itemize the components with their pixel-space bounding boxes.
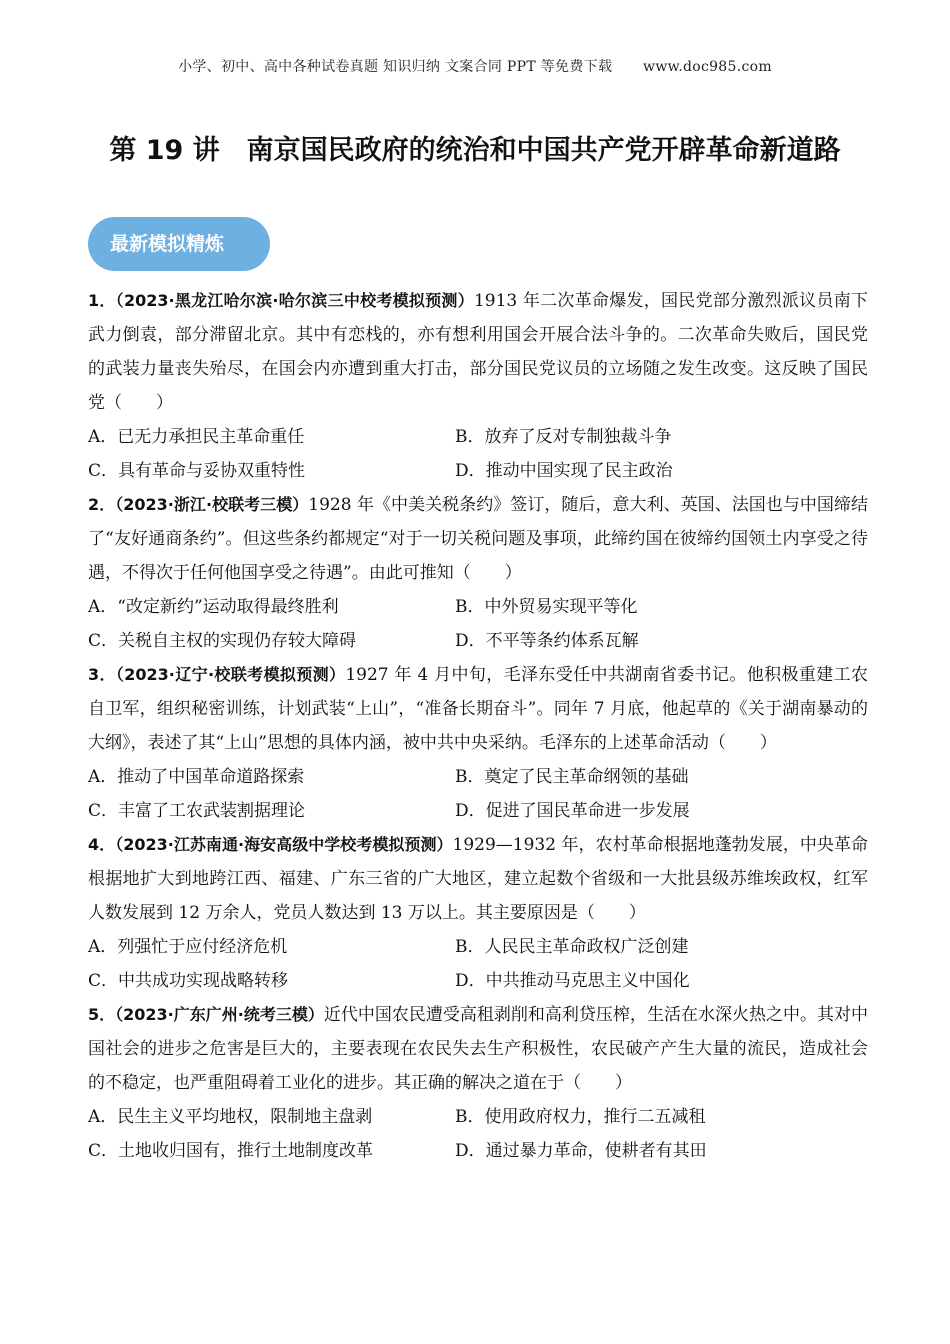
question-source: （2023·黑龙江哈尔滨·哈尔滨三中校考模拟预测） bbox=[115, 291, 474, 310]
option-a[interactable]: A．民生主义平均地权，限制地主盘剥 bbox=[88, 1107, 373, 1127]
page-title: 第 19 讲 南京国民政府的统治和中国共产党开辟革命新道路 bbox=[109, 135, 841, 166]
question-stem bbox=[88, 488, 868, 590]
question-5 bbox=[88, 998, 868, 1168]
question-list bbox=[88, 284, 868, 1168]
question-number: 3． bbox=[88, 665, 116, 684]
question-3 bbox=[88, 658, 868, 828]
option-c[interactable]: C．中共成功实现战略转移 bbox=[88, 971, 289, 991]
option-b[interactable]: B．使用政府权力，推行二五减租 bbox=[455, 1107, 706, 1127]
header-url[interactable]: www.doc985.com bbox=[643, 59, 772, 75]
option-c[interactable]: C．土地收归国有，推行土地制度改革 bbox=[88, 1141, 374, 1161]
question-source: （2023·辽宁·校联考模拟预测） bbox=[115, 665, 346, 684]
option-d[interactable]: D．通过暴力革命，使耕者有其田 bbox=[455, 1141, 707, 1161]
section-label: 最新模拟精炼 bbox=[88, 217, 270, 271]
option-a[interactable]: A．已无力承担民主革命重任 bbox=[88, 427, 305, 447]
option-grid bbox=[88, 760, 868, 828]
option-grid bbox=[88, 590, 868, 658]
question-number: 2． bbox=[88, 495, 116, 514]
option-a[interactable]: A．推动了中国革命道路探索 bbox=[88, 767, 305, 787]
option-grid bbox=[88, 420, 868, 488]
page-header bbox=[0, 56, 950, 76]
option-a[interactable]: A．列强忙于应付经济危机 bbox=[88, 937, 288, 957]
question-4 bbox=[88, 828, 868, 998]
option-d[interactable]: D．不平等条约体系瓦解 bbox=[455, 631, 639, 651]
question-source: （2023·广东广州·统考三模） bbox=[115, 1005, 324, 1024]
question-number: 5． bbox=[88, 1005, 116, 1024]
question-number: 1． bbox=[88, 291, 116, 310]
option-b[interactable]: B．中外贸易实现平等化 bbox=[455, 597, 638, 617]
question-number: 4． bbox=[88, 835, 116, 854]
question-2 bbox=[88, 488, 868, 658]
question-stem bbox=[88, 828, 868, 930]
question-text: 1929—1932 年，农村革命根据地蓬勃发展，中央革命根据地扩大到地跨江西、福建、广东三省的广大地区，建立起数个省级和一大批县级苏维埃政权，红军人数发展到 12 万余人，党员人数达到 13 万以上。其主要原因是（ ） bbox=[88, 835, 868, 923]
option-b[interactable]: B．奠定了民主革命纲领的基础 bbox=[455, 767, 689, 787]
question-source: （2023·江苏南通·海安高级中学校考模拟预测） bbox=[115, 835, 453, 854]
option-b[interactable]: B．放弃了反对专制独裁斗争 bbox=[455, 427, 672, 447]
option-d[interactable]: D．推动中国实现了民主政治 bbox=[455, 461, 673, 481]
question-text: 1928 年《中美关税条约》签订，随后，意大利、英国、法国也与中国缔结了“友好通商条约”。但这些条约都规定“对于一切关税问题及事项，此缔约国在彼缔约国领土内享受之待遇，不得次于任何他国享受之待遇”。由此可推知（ ） bbox=[88, 495, 868, 583]
option-c[interactable]: C．关税自主权的实现仍存较大障碍 bbox=[88, 631, 357, 651]
option-a[interactable]: A．“改定新约”运动取得最终胜利 bbox=[88, 597, 339, 617]
question-stem bbox=[88, 658, 868, 760]
question-1 bbox=[88, 284, 868, 488]
question-stem bbox=[88, 284, 868, 420]
option-d[interactable]: D．促进了国民革命进一步发展 bbox=[455, 801, 690, 821]
question-text: 1913 年二次革命爆发，国民党部分激烈派议员南下武力倒袁，部分滞留北京。其中有恋栈的，亦有想利用国会开展合法斗争的。二次革命失败后，国民党的武装力量丧失殆尽，在国会内亦遭到重大打击，部分国民党议员的立场随之发生改变。这反映了国民党（ ） bbox=[88, 291, 868, 413]
question-source: （2023·浙江·校联考三模） bbox=[115, 495, 309, 514]
option-c[interactable]: C．具有革命与妥协双重特性 bbox=[88, 461, 306, 481]
option-grid bbox=[88, 1100, 868, 1168]
header-site-text: 小学、初中、高中各种试卷真题 知识归纳 文案合同 PPT 等免费下载 bbox=[178, 59, 613, 75]
option-b[interactable]: B．人民民主革命政权广泛创建 bbox=[455, 937, 689, 957]
question-text: 近代中国农民遭受高租剥削和高利贷压榨，生活在水深火热之中。其对中国社会的进步之危害是巨大的，主要表现在农民失去生产积极性，农民破产产生大量的流民，造成社会的不稳定，也严重阻碍着工业化的进步。其正确的解决之道在于（ ） bbox=[88, 1005, 868, 1093]
option-d[interactable]: D．中共推动马克思主义中国化 bbox=[455, 971, 690, 991]
option-c[interactable]: C．丰富了工农武装割据理论 bbox=[88, 801, 306, 821]
question-text: 1927 年 4 月中旬，毛泽东受任中共湖南省委书记。他积极重建工农自卫军，组织秘密训练，计划武装“上山”，“准备长期奋斗”。同年 7 月底，他起草的《关于湖南暴动的大纲》，表述了其“上山”思想的具体内涵，被中共中央采纳。毛泽东的上述革命活动（ ） bbox=[88, 665, 868, 753]
question-stem bbox=[88, 998, 868, 1100]
option-grid bbox=[88, 930, 868, 998]
